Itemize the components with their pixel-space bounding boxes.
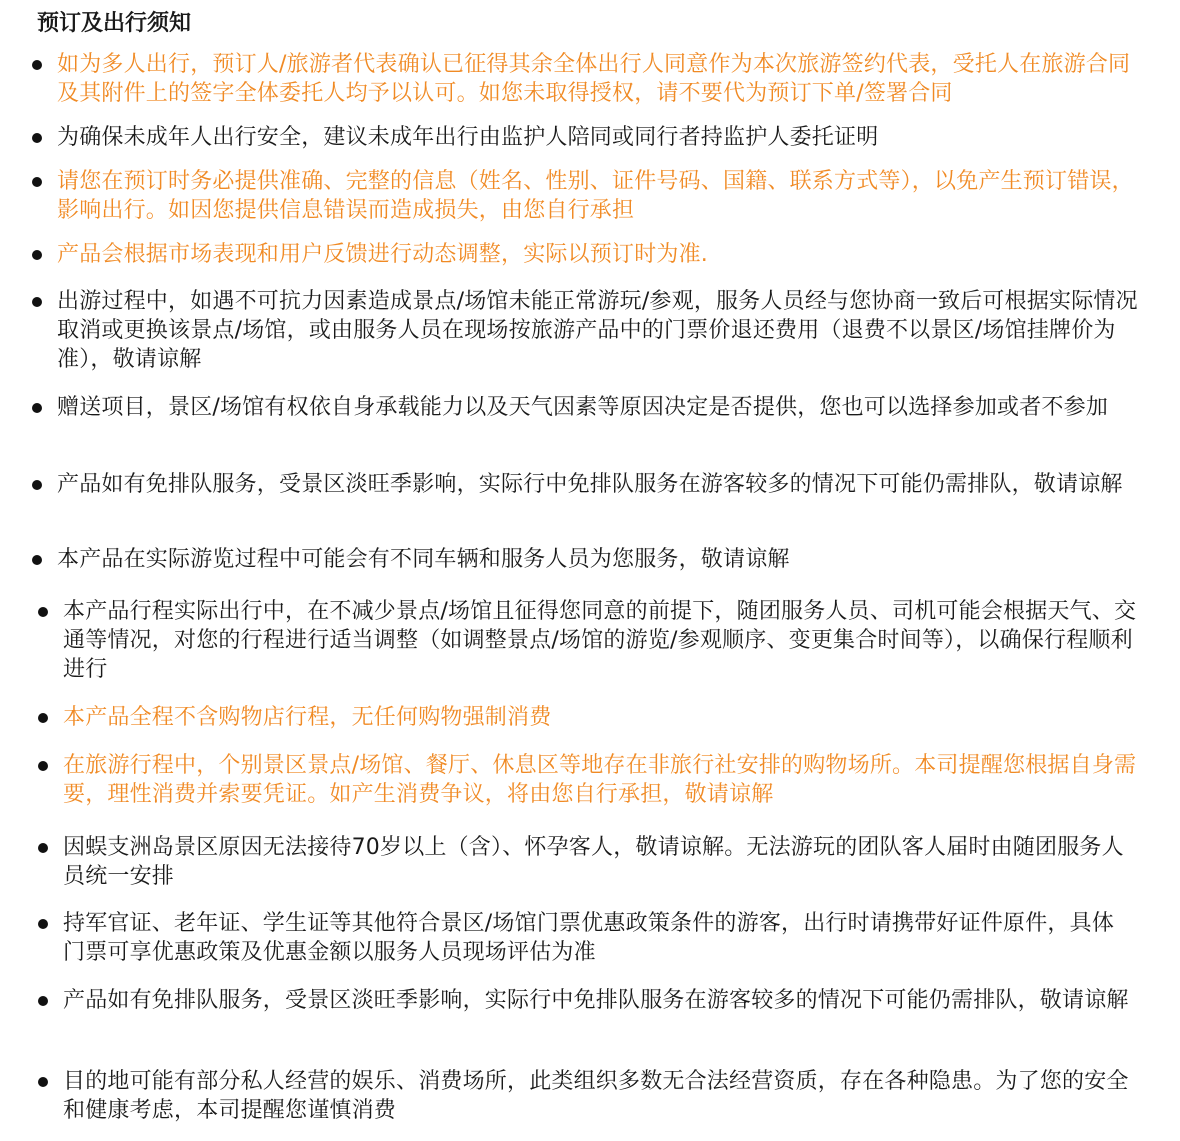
bullet-icon	[38, 713, 48, 723]
notice-title: 预订及出行须知	[37, 11, 192, 36]
notice-item-text: 本产品全程不含购物店行程，无任何购物强制消费	[63, 705, 552, 730]
notice-item-9	[63, 597, 1143, 684]
notice-item-text: 目的地可能有部分私人经营的娱乐、消费场所，此类组织多数无合法经营资质，存在各种隐患。为了您的安全和健康考虑，本司提醒您谨慎消费	[63, 1069, 1129, 1123]
bullet-icon	[32, 555, 42, 565]
bullet-icon	[38, 607, 48, 617]
bullet-icon	[32, 177, 42, 187]
notice-item-text: 如为多人出行，预订人/旅游者代表确认已征得其余全体出行人同意作为本次旅游签约代表，受托人在旅游合同及其附件上的签字全体委托人均予以认可。如您未取得授权，请不要代为预订下单/签署合同	[57, 52, 1131, 106]
bullet-icon	[38, 919, 48, 929]
bullet-icon	[38, 996, 48, 1006]
notice-item-13	[63, 909, 1123, 967]
bullet-icon	[38, 761, 48, 771]
notice-item-text: 因蜈支洲岛景区原因无法接待70岁以上（含）、怀孕客人，敬请谅解。无法游玩的团队客人届时由随团服务人员统一安排	[63, 835, 1124, 889]
notice-item-1	[57, 50, 1137, 108]
notice-item-text: 赠送项目，景区/场馆有权依自身承载能力以及天气因素等原因决定是否提供，您也可以选择参加或者不参加	[57, 395, 1109, 420]
notice-item-text: 请您在预订时务必提供准确、完整的信息（姓名、性别、证件号码、国籍、联系方式等），以免产生预订错误，影响出行。如因您提供信息错误而造成损失，由您自行承担	[57, 169, 1134, 223]
notice-item-text: 为确保未成年人出行安全，建议未成年出行由监护人陪同或同行者持监护人委托证明	[57, 125, 879, 150]
notice-item-15	[63, 1067, 1148, 1125]
bullet-icon	[32, 133, 42, 143]
bullet-icon	[38, 843, 48, 853]
notice-item-text: 产品如有免排队服务，受景区淡旺季影响，实际行中免排队服务在游客较多的情况下可能仍需排队，敬请谅解	[63, 988, 1129, 1013]
notice-item-4	[57, 240, 1137, 269]
notice-item-text: 出游过程中，如遇不可抗力因素造成景点/场馆未能正常游玩/参观，服务人员经与您协商一致后可根据实际情况取消或更换该景点/场馆，或由服务人员在现场按旅游产品中的门票价退还费用（退费不以景区/场馆挂牌价为准），敬请谅解	[57, 289, 1138, 372]
notice-item-text: 持军官证、老年证、学生证等其他符合景区/场馆门票优惠政策条件的游客，出行时请携带好证件原件，具体门票可享优惠政策及优惠金额以服务人员现场评估为准	[63, 911, 1115, 965]
bullet-icon	[32, 480, 42, 490]
bullet-icon	[32, 60, 42, 70]
bullet-icon	[32, 403, 42, 413]
bullet-icon	[32, 250, 42, 260]
bullet-icon	[32, 297, 42, 307]
notice-item-14	[63, 986, 1148, 1015]
notice-item-3	[57, 167, 1147, 225]
notice-item-text: 本产品行程实际出行中，在不减少景点/场馆且征得您同意的前提下，随团服务人员、司机可能会根据天气、交通等情况，对您的行程进行适当调整（如调整景点/场馆的游览/参观顺序、变更集合时间等），以确保行程顺利进行	[63, 599, 1137, 682]
notice-item-text: 在旅游行程中，个别景区景点/场馆、餐厅、休息区等地存在非旅行社安排的购物场所。本司提醒您根据自身需要，理性消费并索要凭证。如产生消费争议，将由您自行承担，敬请谅解	[63, 753, 1137, 807]
notice-item-text: 产品如有免排队服务，受景区淡旺季影响，实际行中免排队服务在游客较多的情况下可能仍需排队，敬请谅解	[57, 472, 1123, 497]
notice-item-text: 产品会根据市场表现和用户反馈进行动态调整，实际以预订时为准.	[57, 242, 708, 267]
notice-item-6	[57, 393, 1137, 422]
notice-item-2	[57, 123, 1137, 152]
notice-item-10	[63, 703, 1143, 732]
notice-item-11	[63, 751, 1143, 809]
notice-item-5	[57, 287, 1147, 374]
notice-item-text: 本产品在实际游览过程中可能会有不同车辆和服务人员为您服务，敬请谅解	[57, 547, 790, 572]
notice-item-8	[57, 545, 1137, 574]
bullet-icon	[38, 1077, 48, 1087]
notice-item-12	[63, 833, 1133, 891]
notice-item-7	[57, 470, 1147, 499]
